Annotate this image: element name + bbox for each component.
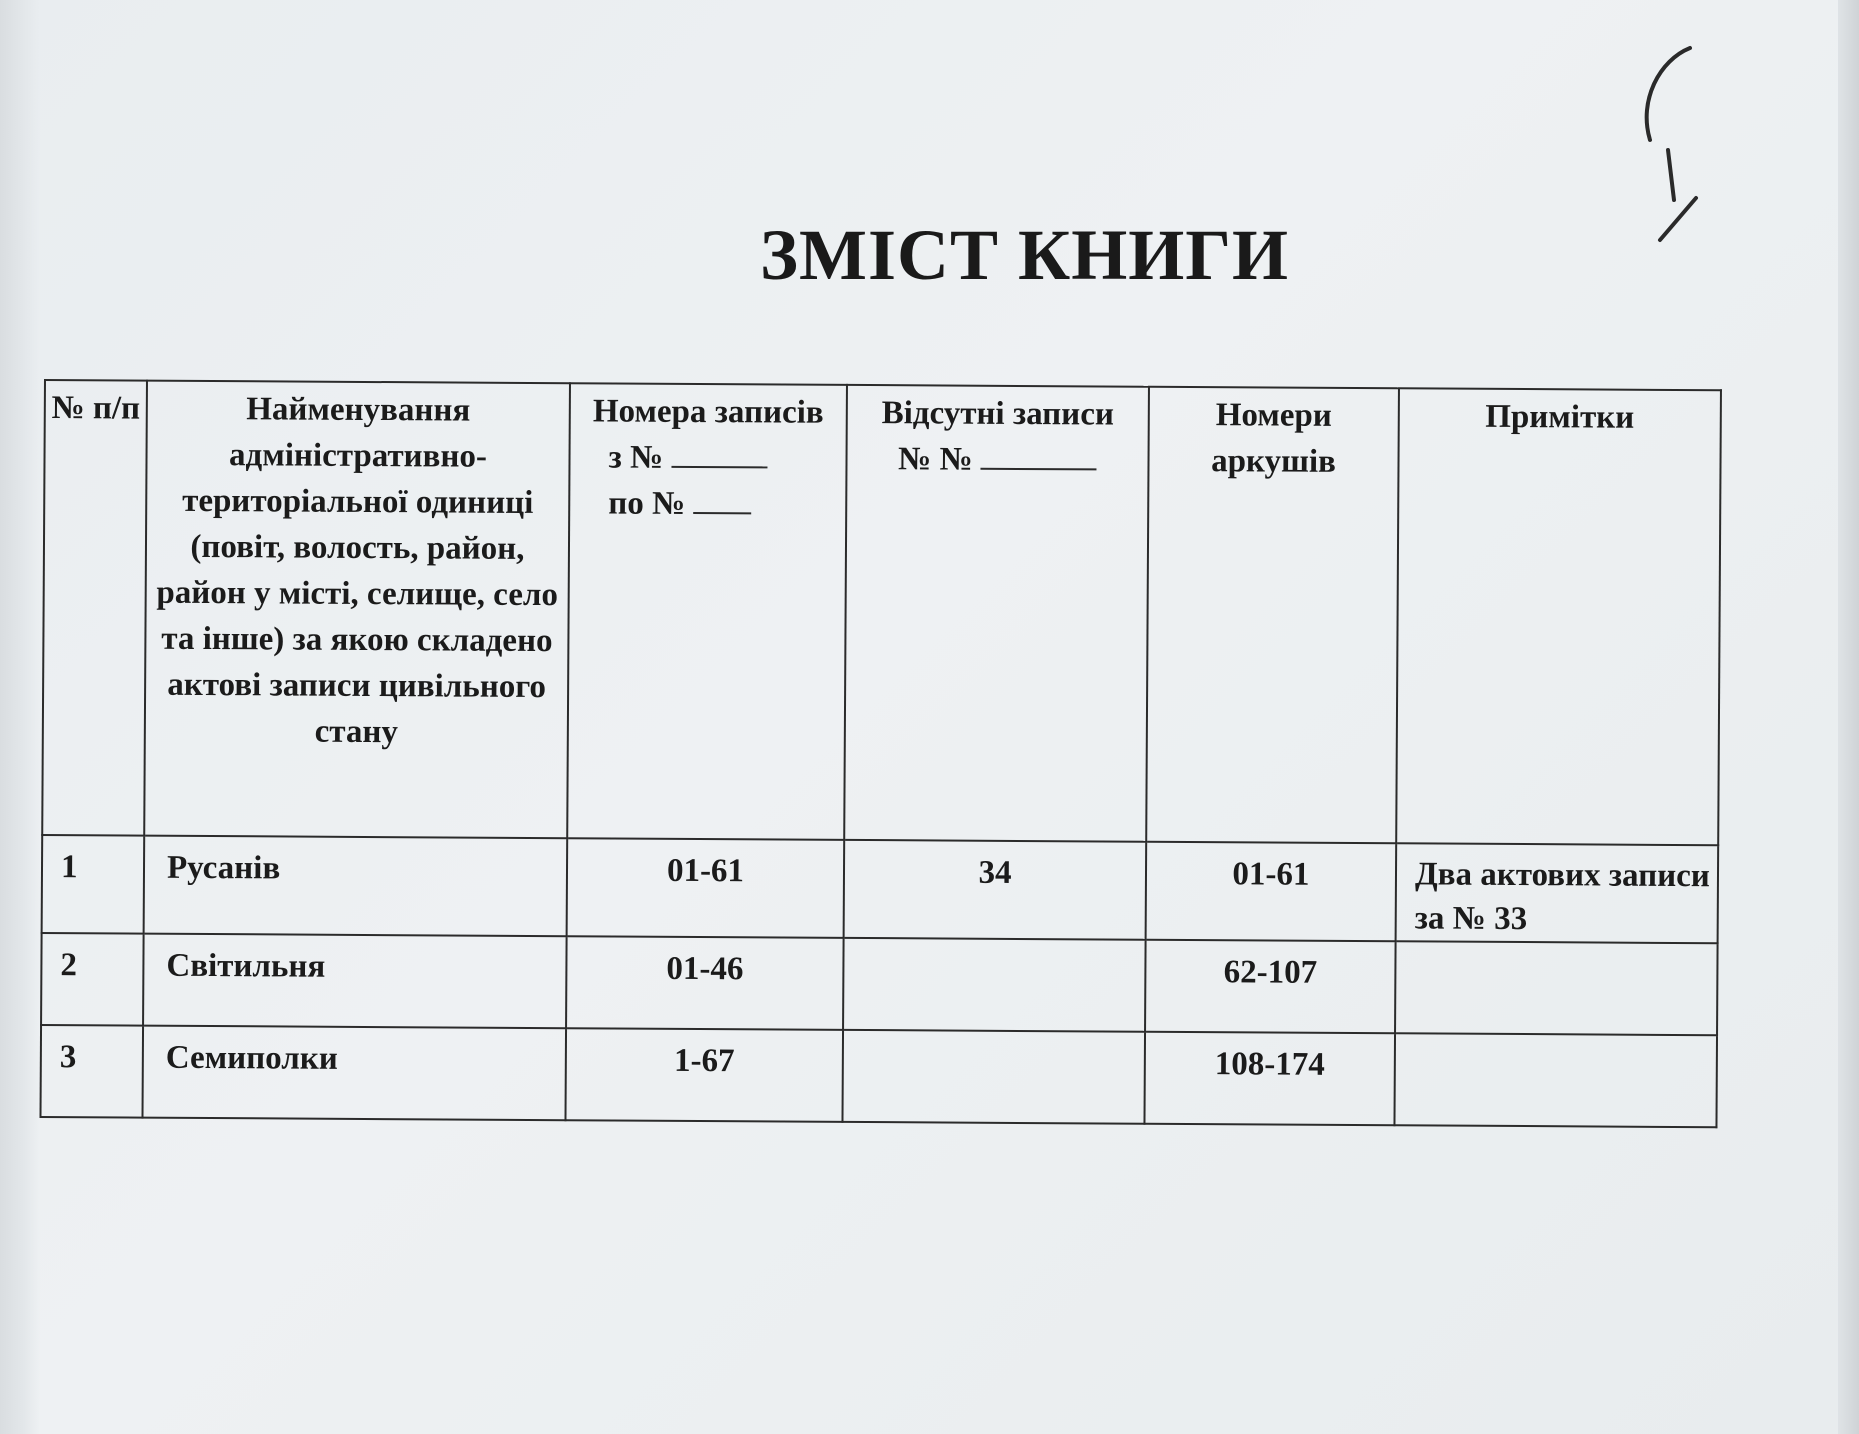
row-notes (1395, 941, 1718, 1035)
header-records: Номера записів з № по № (567, 383, 847, 840)
row-notes: Два актових записи за № 33 (1396, 843, 1719, 943)
row-name: Семиполки (142, 1026, 566, 1121)
header-num: № п/п (42, 380, 147, 836)
header-sheets: Номери аркушів (1146, 387, 1399, 844)
handwritten-page-number (1630, 40, 1710, 250)
header-missing-nums: № № (898, 441, 1097, 478)
table-row (42, 835, 1719, 943)
row-name: Світильня (143, 934, 567, 1029)
row-sheets: 108-174 (1144, 1032, 1395, 1126)
row-sheets: 62-107 (1145, 940, 1396, 1034)
row-records: 1-67 (565, 1028, 843, 1122)
page-title: ЗМІСТ КНИГИ (760, 215, 1290, 295)
blank-line (693, 484, 751, 514)
header-notes: Примітки (1396, 388, 1721, 845)
contents-table (39, 379, 1721, 1128)
blank-line (671, 438, 767, 469)
header-records-from: з № (570, 434, 845, 482)
table-header-row (42, 380, 1721, 845)
torn-left-edge (0, 0, 40, 1434)
table-row (41, 933, 1718, 1035)
row-missing: 34 (844, 840, 1147, 940)
row-records: 01-46 (566, 936, 844, 1030)
row-records: 01-61 (567, 838, 845, 938)
row-sheets: 01-61 (1146, 842, 1397, 942)
row-notes (1394, 1033, 1717, 1127)
table-row (40, 1025, 1717, 1127)
row-num: 3 (40, 1025, 143, 1118)
header-missing: Відсутні записи № № (844, 385, 1149, 842)
row-name: Русанів (144, 836, 568, 937)
row-missing (843, 938, 1146, 1032)
row-missing (842, 1030, 1145, 1124)
header-records-to: по № (570, 480, 845, 528)
page-right-edge (1838, 0, 1859, 1434)
row-num: 2 (41, 933, 144, 1026)
row-num: 1 (42, 835, 145, 934)
blank-line (981, 440, 1097, 471)
header-name: Найменування адміністративно-територіальної одиниці (повіт, волость, район, район у місті, селище, село та інше) за якою складено актові записи цивільного стану (144, 381, 570, 839)
